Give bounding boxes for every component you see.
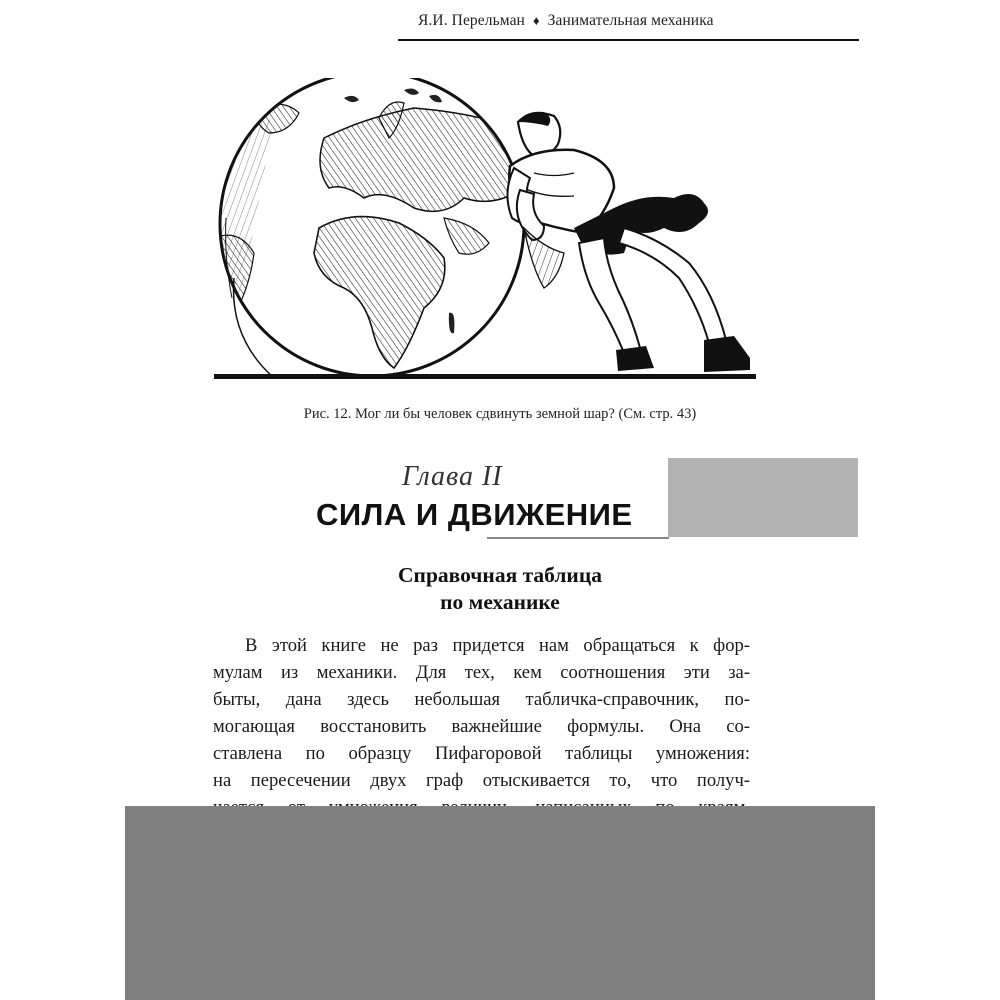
gray-overlay-block (125, 806, 875, 1000)
body-line: быты, дана здесь небольшая табличка-справочник, по- (213, 689, 750, 710)
body-line: на пересечении двух граф отыскивается то, что получ- (213, 770, 750, 791)
chapter-decoration-bar (668, 458, 858, 537)
body-line: ставлена по образцу Пифагоровой таблицы умножения: (213, 743, 750, 764)
section-title-line: по механике (440, 590, 560, 614)
body-line: мулам из механики. Для тех, кем соотношения эти за- (213, 662, 750, 683)
chapter-label: Глава II (402, 461, 503, 492)
body-line: могающая восстановить важнейшие формулы. Она со- (213, 716, 750, 737)
section-title-line: Справочная таблица (398, 563, 602, 587)
chapter-title: СИЛА И ДВИЖЕНИЕ (316, 497, 633, 532)
ground-line (214, 374, 756, 379)
body-paragraph (213, 632, 750, 821)
running-head-book-title: Занимательная механика (547, 12, 714, 29)
figure-caption: Рис. 12. Мог ли бы человек сдвинуть земной шар? (См. стр. 43) (303, 406, 697, 422)
running-head (418, 12, 858, 42)
man-figure-icon (507, 112, 750, 372)
globe-icon (214, 78, 524, 378)
running-head-separator-icon: ♦ (532, 13, 540, 28)
running-head-author: Я.И. Перельман (418, 12, 525, 29)
man-pushing-globe-illustration (214, 78, 756, 384)
section-title (250, 562, 750, 616)
header-rule (398, 39, 859, 41)
body-line: В этой книге не раз придется нам обращаться к фор- (245, 635, 750, 656)
